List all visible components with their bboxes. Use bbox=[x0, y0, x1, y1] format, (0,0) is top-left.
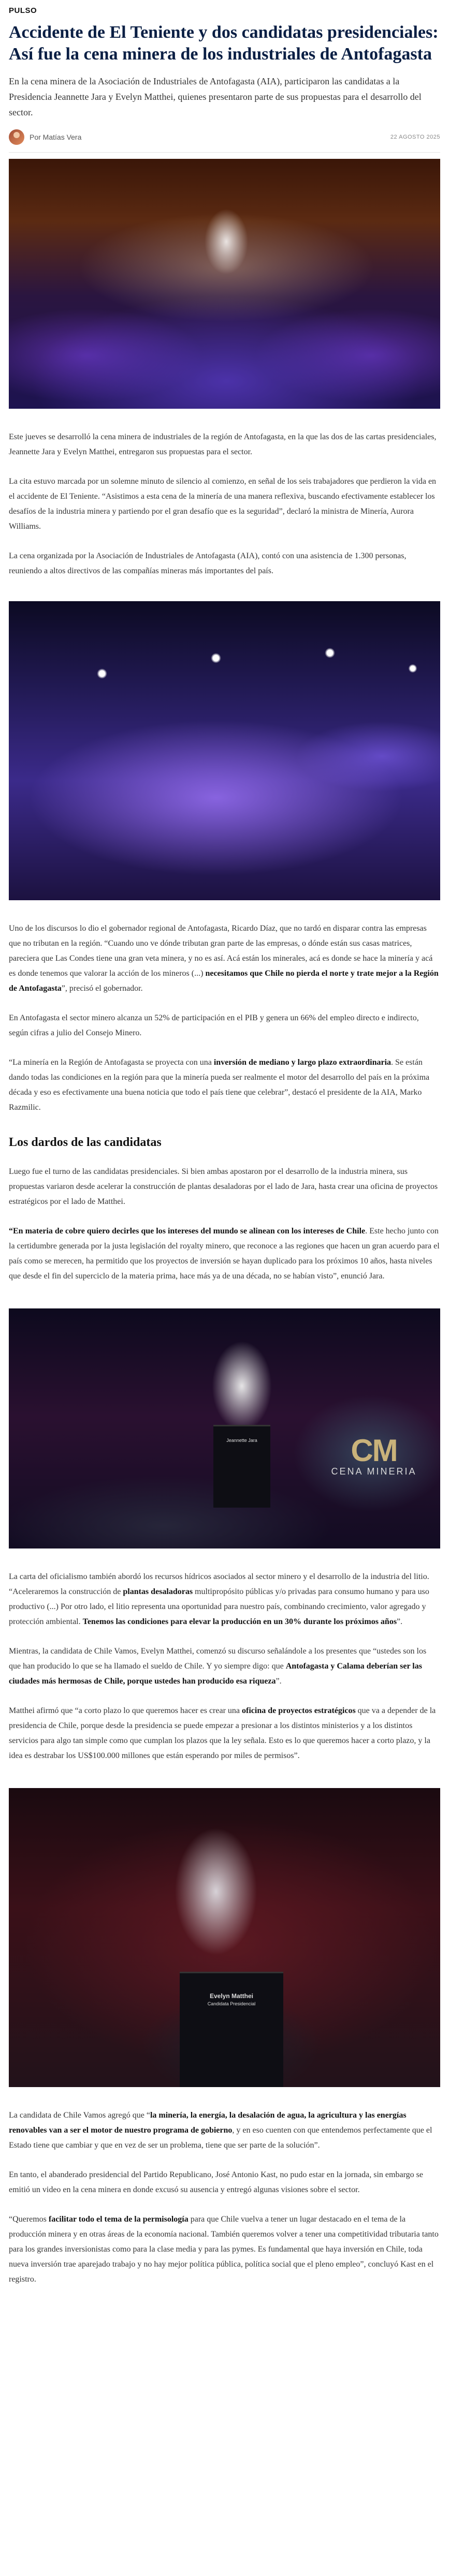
paragraph: Mientras, la candidata de Chile Vamos, Evelyn Matthei, comenzó su discurso señalándole a los presentes que “ustedes son los que han producido lo que se ha llamado el sueldo de Chile. Y yo siempre digo: que Antofagasta y Calama deberían ser las ciudades más hermosas de Chile, porque ustedes han producido esa riqueza”. bbox=[9, 1647, 427, 1686]
paragraph: La candidata de Chile Vamos agregó que “la minería, la energía, la desalación de agua, la agricultura y las energías renovables van a ser el motor de nuestro programa de gobierno, y en eso cuenten con que entendemos perfectamente que el Estado tiene que cambiar y que en vez de ser un problema, tiene que ser parte de la solución”. bbox=[9, 2111, 432, 2150]
paragraph: La carta del oficialismo también abordó los recursos hídricos asociados al sector minero y el desarrollo de la industria del litio. “Aceleraremos la construcción de plantas desaladoras multipropósito públicas y/o privadas para consumo humano y para uso productivo (...) Por otro lado, el litio representa una oportunidad para nuestro país, combinando crecimiento, valor agregado y protección ambiental. Tenemos las condiciones para elevar la producción en un 30% durante los próximos años”. bbox=[9, 1572, 429, 1626]
podium-role: Candidata Presidencial bbox=[207, 2001, 256, 2006]
podium-name: Evelyn Matthei bbox=[209, 1992, 254, 2000]
paragraph: “Queremos facilitar todo el tema de la permisología para que Chile vuelva a tener un lugar destacado en el tema de la producción minera y en otras áreas de la economía nacional. También queremos volver a tener una competitividad tributaria tanto para los grandes inversionistas como para la clase media y para las pymes. Es fundamental que haya inversión en Chile, toda nueva inversión trae aparejado trabajo y no hay mejor política pública, política social que el pleno empleo”, concluyó Kast en el registro. bbox=[9, 2215, 439, 2284]
paragraph: Uno de los discursos lo dio el gobernador regional de Antofagasta, Ricardo Díaz, que no tardó en disparar contra las empresas que no tributan en la región. “Cuando uno ve dónde tributan gran parte de las empresas, o dónde están sus casas matrices, pareciera que Las Condes tiene una gran veta minera, y no es así. Acá están los minerales, acá es donde se hace la minería y acá es donde tenemos que valorar la acción de los mineros (...) necesitamos que Chile no pierda el norte y trate mejor a la Región de Antofagasta”, precisó el gobernador. bbox=[9, 924, 439, 993]
paragraph: La cena organizada por la Asociación de Industriales de Antofagasta (AIA), contó con una asistencia de 1.300 personas, reuniendo a altos directivos de las compañías mineras más importantes del país. bbox=[9, 552, 407, 575]
author-avatar[interactable] bbox=[9, 129, 24, 145]
section-tag[interactable]: PULSO bbox=[9, 6, 37, 15]
article-lead: En la cena minera de la Asociación de Industriales de Antofagasta (AIA), participaron las candidatas a la Presidencia Jeannette Jara y Evelyn Matthei, quienes presentaron parte de sus propuestas para el desarrollo del sector. bbox=[9, 76, 422, 117]
paragraph: La cita estuvo marcada por un solemne minuto de silencio al comienzo, en señal de los seis trabajadores que perdieron la vida en el accidente de El Teniente. “Asistimos a esta cena de la minería de una manera reflexiva, buscando efectivamente establecer los desafíos de la industria minera y partiendo por el gran desafío que es la seguridad”, declaró la ministra de Minería, Aurora Williams. bbox=[9, 477, 437, 531]
paragraph: “En materia de cobre quiero decirles que los intereses del mundo se alinean con los intereses de Chile. Este hecho junto con la certidumbre generada por la justa legislación del royalty minero, que reconoce a las regiones que hacen un gran acuerdo para el país como se merecen, ha permitido que los proyectos de inversión se hayan duplicado para los próximos 10 años, hasta niveles que desde el fin del superciclo de la materia prima, hace más ya de una década, no se habían visto”, enunció Jara. bbox=[9, 1227, 440, 1280]
podium-label: Jeannette Jara bbox=[226, 1438, 257, 1443]
photo-jara-speech bbox=[9, 1308, 440, 1548]
podium bbox=[180, 1972, 283, 2087]
author-name[interactable]: Por Matías Vera bbox=[30, 133, 82, 141]
podium bbox=[213, 1425, 270, 1508]
paragraph: En Antofagasta el sector minero alcanza un 52% de participación en el PIB y genera un 66% del empleo directo e indirecto, según cifras a julio del Consejo Minero. bbox=[9, 1014, 419, 1037]
paragraph: Este jueves se desarrolló la cena minera de industriales de la región de Antofagasta, en la que las dos de las cartas presidenciales, Jeannette Jara y Evelyn Matthei, entregaron sus propuestas para el sector. bbox=[9, 433, 437, 456]
photo-matthei-speech bbox=[9, 1788, 440, 2087]
publish-date: 22 AGOSTO 2025 bbox=[390, 134, 440, 140]
paragraph: Matthei afirmó que “a corto plazo lo que queremos hacer es crear una oficina de proyectos estratégicos que va a depender de la presidencia de Chile, porque desde la presidencia se puede empezar a presionar a los distintos ministerios y a los distintos servicios para algo tan simple como que cumplan los plazos que la ley señala. Esto es lo que queremos hacer a corto plazo, y la idea es destrabar los US$100.000 millones que están esperando por miles de permisos”. bbox=[9, 1706, 436, 1760]
byline bbox=[9, 129, 440, 153]
section-subheading: Los dardos de las candidatas bbox=[9, 1136, 162, 1149]
paragraph: Luego fue el turno de las candidatas presidenciales. Si bien ambas apostaron por el desarrollo de la industria minera, sus propuestas variaron desde acelerar la construcción de plantas desaladoras por el lado de Jara, hasta crear una oficina de proyectos estratégicos por el lado de Matthei. bbox=[9, 1167, 438, 1206]
paragraph: En tanto, el abanderado presidencial del Partido Republicano, José Antonio Kast, no pudo estar en la jornada, sin embargo se emitió un video en la cena minera en donde excusó su ausencia y entregó algunas visiones sobre el sector. bbox=[9, 2170, 423, 2194]
headline: Accidente de El Teniente y dos candidatas presidenciales: Así fue la cena minera de los industriales de Antofagasta bbox=[9, 23, 439, 64]
photo-ceremony-overview bbox=[9, 159, 440, 409]
byline-author-group[interactable] bbox=[9, 129, 81, 145]
paragraph: “La minería en la Región de Antofagasta se proyecta con una inversión de mediano y largo plazo extraordinaria. Se están dando todas las condiciones en la región para que la minería pueda ser realmente el motor del desarrollo del país en la próxima década y eso es efectivamente una buena noticia que todo el país tiene que celebrar”, destacó el presidente de la AIA, Marko Razmilic. bbox=[9, 1058, 430, 1112]
cena-mineria-logo: CM CENA MINERIA bbox=[331, 1433, 417, 1477]
photo-dinner-hall bbox=[9, 601, 440, 900]
